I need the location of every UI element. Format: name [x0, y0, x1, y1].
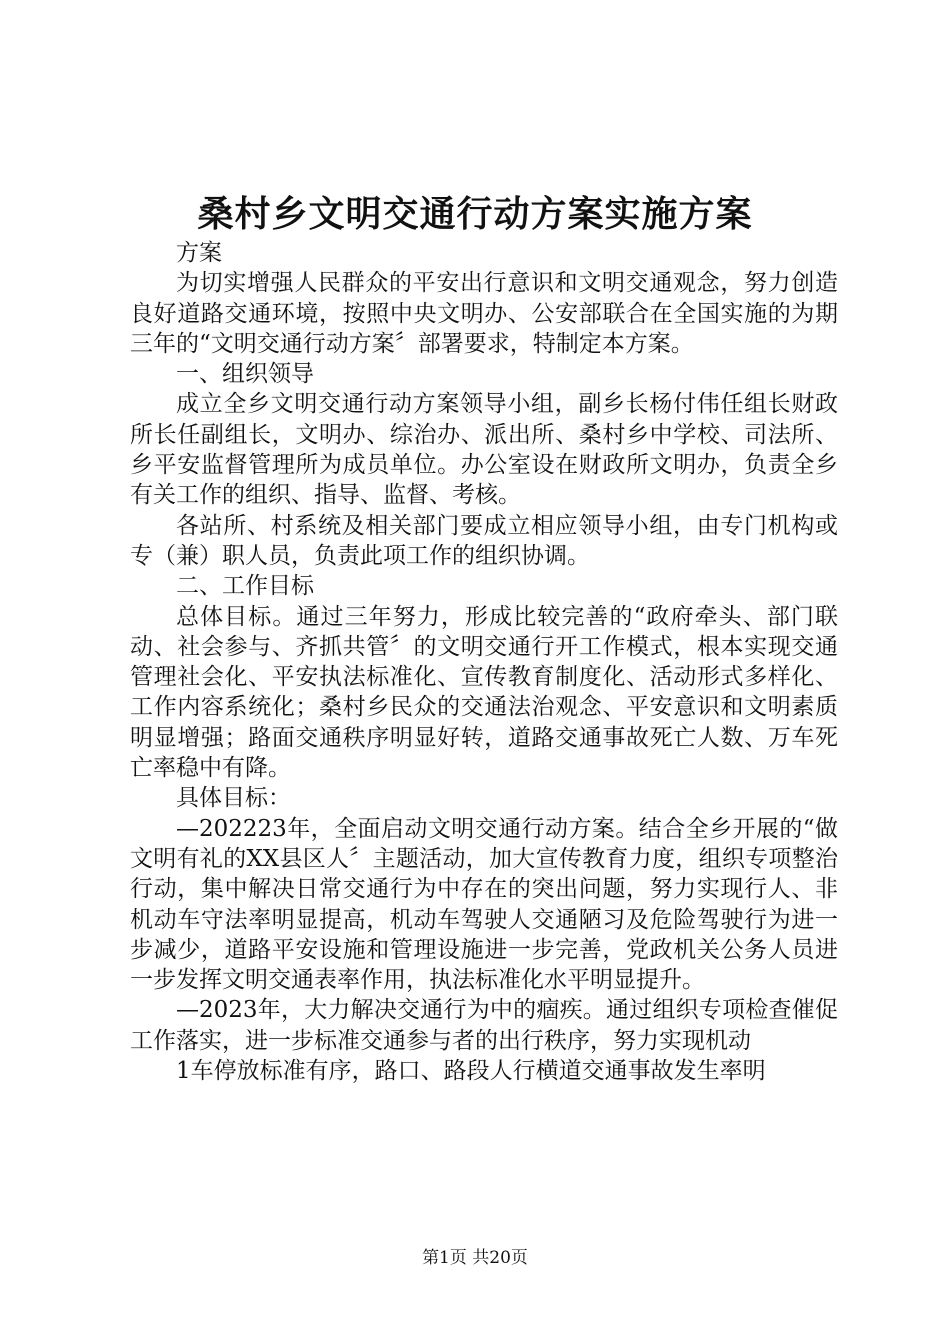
paragraph-intro: 为切实增强人民群众的平安出行意识和文明交通观念，努力创造良好道路交通环境，按照中央文明办、公安部联合在全国实施的为期三年的“文明交通行动方案〞部署要求，特制定本方案。: [130, 270, 838, 357]
paragraph-continued: 1车停放标准有序，路口、路段人行横道交通事故发生率明: [176, 1058, 766, 1085]
section-heading-goals: 二、工作目标: [176, 573, 314, 600]
page-footer: 第1页 共20页: [422, 1248, 528, 1268]
paragraph-stations: 各站所、村系统及相关部门要成立相应领导小组，由专门机构或专（兼）职人员，负责此项工作的组织协调。: [130, 512, 838, 569]
paragraph-overall-goal: 总体目标。通过三年努力，形成比较完善的“政府牵头、部门联动、社会参与、齐抓共管〞的文明交通行开工作模式，根本实现交通管理社会化、平安执法标准化、宣传教育制度化、活动形式多样化、工作内容系统化；桑村乡民众的交通法治观念、平安意识和文明素质明显增强；路面交通秩序明显好转，道路交通事故死亡人数、万车死亡率稳中有降。: [130, 603, 838, 782]
document-title: 桑村乡文明交通行动方案实施方案: [197, 193, 753, 235]
paragraph-goal-year-1: —202223年，全面启动文明交通行动方案。结合全乡开展的“做文明有礼的XX县区人〞主题活动，加大宣传教育力度，组织专项整治行动，集中解决日常交通行为中存在的突出问题，努力实现行人、非机动车守法率明显提高，机动车驾驶人交通陋习及危险驾驶行为进一步减少，道路平安设施和管理设施进一步完善，党政机关公务人员进一步发挥文明交通表率作用，执法标准化水平明显提升。: [130, 815, 838, 994]
paragraph-leadership-group: 成立全乡文明交通行动方案领导小组，副乡长杨付伟任组长财政所长任副组长，文明办、综治办、派出所、桑村乡中学校、司法所、乡平安监督管理所为成员单位。办公室设在财政所文明办，负责全乡有关工作的组织、指导、监督、考核。: [130, 391, 838, 509]
document-body: [130, 238, 838, 1086]
paragraph-goal-year-2: —2023年，大力解决交通行为中的痼疾。通过组织专项检查催促工作落实，进一步标准交通参与者的出行秩序，努力实现机动: [130, 997, 838, 1054]
paragraph-heading-fangan: 方案: [176, 240, 222, 266]
section-heading-organization: 一、组织领导: [176, 361, 314, 388]
paragraph-specific-goals-label: 具体目标：: [176, 785, 291, 812]
